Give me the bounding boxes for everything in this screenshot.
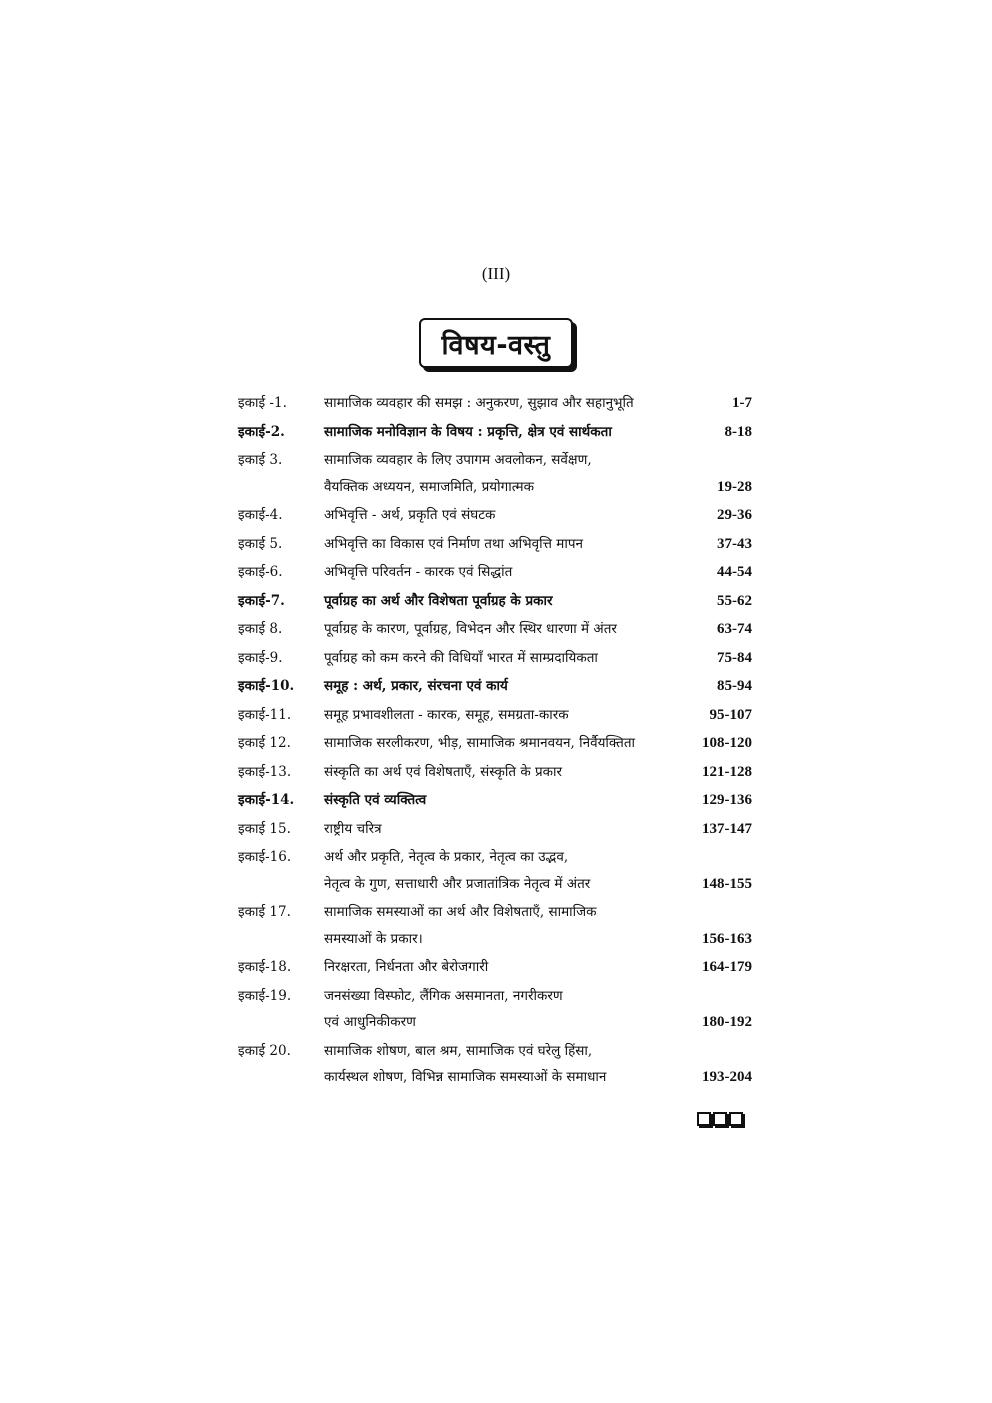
unit-label: इकाई-4. [238, 507, 283, 523]
toc-row [238, 983, 752, 1036]
chapter-title-line: निरक्षरता, निर्धनता और बेरोजगारी [324, 959, 489, 975]
chapter-title [324, 759, 684, 786]
chapter-title-line: एवं आधुनिकीकरण [324, 1014, 416, 1030]
chapter-title-line: अभिवृत्ति का विकास एवं निर्माण तथा अभिवृत्ति मापन [324, 535, 583, 552]
toc-row [238, 390, 752, 417]
chapter-title [324, 702, 684, 729]
page-range: 180-192 [702, 1014, 752, 1030]
page-range: 37-43 [717, 535, 752, 552]
chapter-title-line: समूह : अर्थ, प्रकार, संरचना एवं कार्य [324, 678, 508, 694]
chapter-title-line: समूह प्रभावशीलता - कारक, समूह, समग्रता-कारक [324, 706, 569, 723]
unit-label: इकाई-16. [238, 849, 292, 865]
chapter-title-line: पूर्वाग्रह का अर्थ और विशेषता पूर्वाग्रह के प्रकार [324, 592, 553, 609]
page-range: 148-155 [702, 875, 752, 892]
chapter-title-line: कार्यस्थल शोषण, विभिन्न सामाजिक समस्याओं के समाधान [324, 1069, 607, 1085]
chapter-title-line: अभिवृत्ति परिवर्तन - कारक एवं सिद्धांत [324, 564, 513, 580]
unit-label: इकाई-18. [238, 959, 292, 975]
chapter-title-line: जनसंख्या विस्फोट, लैंगिक असमानता, नगरीकरण [324, 987, 563, 1004]
toc-row [238, 588, 752, 615]
chapter-title-line: नेतृत्व के गुण, सत्ताधारी और प्रजातांत्रिक नेतृत्व में अंतर [324, 875, 591, 892]
toc-row [238, 502, 752, 529]
page-range: 29-36 [717, 507, 752, 523]
chapter-title [324, 390, 684, 417]
unit-label: इकाई-13. [238, 763, 292, 780]
unit-label: इकाई 12. [238, 735, 291, 751]
contents-heading [419, 318, 573, 368]
chapter-title-line: सामाजिक समस्याओं का अर्थ और विशेषताएँ, सामाजिक [324, 904, 597, 920]
chapter-title-line: सामाजिक मनोविज्ञान के विषय : प्रकृत्ति, क्षेत्र एवं सार्थकता [324, 423, 612, 440]
toc-row [238, 419, 752, 446]
chapter-title-line: अभिवृत्ति - अर्थ, प्रकृति एवं संघटक [324, 507, 496, 523]
chapter-title-line: संस्कृति एवं व्यक्तित्व [324, 792, 427, 808]
square-icon [729, 1112, 743, 1126]
unit-label: इकाई-11. [238, 706, 292, 723]
page-range: 137-147 [702, 820, 752, 837]
chapter-title [324, 899, 684, 952]
unit-label: इकाई 3. [238, 452, 283, 468]
unit-label: इकाई 20. [238, 1042, 291, 1059]
chapter-title-line: संस्कृति का अर्थ एवं विशेषताएँ, संस्कृति के प्रकार [324, 763, 563, 780]
unit-label: इकाई 8. [238, 621, 283, 637]
unit-label: इकाई-14. [238, 792, 295, 808]
chapter-title-line: समस्याओं के प्रकार। [324, 930, 423, 947]
toc-row [238, 759, 752, 786]
toc-row [238, 616, 752, 643]
unit-label: इकाई -1. [238, 395, 287, 411]
toc-row [238, 816, 752, 843]
square-icon [697, 1112, 711, 1126]
page-range: 55-62 [717, 592, 752, 609]
chapter-title [324, 954, 684, 981]
page-range: 19-28 [717, 478, 752, 495]
chapter-title-line: सामाजिक व्यवहार के लिए उपागम अवलोकन, सर्वेक्षण, [324, 452, 592, 468]
page-range: 85-94 [717, 678, 752, 694]
toc-row [238, 531, 752, 558]
chapter-title-line: सामाजिक सरलीकरण, भीड़, सामाजिक श्रमानवयन, निर्वैयक्तिता [324, 735, 636, 751]
chapter-title-line: राष्ट्रीय चरित्र [324, 820, 382, 837]
contents-heading-text: विषय-वस्तु [441, 329, 551, 361]
toc-row [238, 1038, 752, 1091]
page-range: 156-163 [702, 930, 752, 947]
unit-label: इकाई-7. [238, 592, 285, 609]
chapter-title [324, 730, 684, 757]
chapter-title [324, 844, 684, 897]
toc-row [238, 730, 752, 757]
page-range: 193-204 [702, 1069, 752, 1085]
chapter-title [324, 419, 684, 446]
chapter-title [324, 447, 684, 500]
chapter-title-line: पूर्वाग्रह को कम करने की विधियाँ भारत में साम्प्रदायिकता [324, 649, 598, 666]
page-range: 129-136 [702, 792, 752, 808]
toc-row [238, 673, 752, 700]
chapter-title [324, 1038, 684, 1091]
page-range: 44-54 [717, 564, 752, 580]
toc-row [238, 844, 752, 897]
square-icon [713, 1112, 727, 1126]
page-range: 108-120 [702, 735, 752, 751]
page-range: 121-128 [702, 763, 752, 780]
unit-label: इकाई 15. [238, 820, 291, 837]
toc-row [238, 787, 752, 814]
chapter-title-line: सामाजिक व्यवहार की समझ : अनुकरण, सुझाव और सहानुभूति [324, 395, 634, 411]
page-range: 164-179 [702, 959, 752, 975]
toc-row [238, 954, 752, 981]
unit-label: इकाई-9. [238, 649, 283, 666]
chapter-title [324, 816, 684, 843]
table-of-contents [238, 390, 752, 1093]
chapter-title-line: पूर्वाग्रह के कारण, पूर्वाग्रह, विभेदन और स्थिर धारणा में अंतर [324, 621, 617, 637]
unit-label: इकाई 17. [238, 904, 291, 920]
page-range: 95-107 [709, 706, 752, 723]
chapter-title-line: अर्थ और प्रकृति, नेतृत्व के प्रकार, नेतृत्व का उद्भव, [324, 849, 569, 865]
chapter-title [324, 673, 684, 700]
unit-label: इकाई-10. [238, 678, 295, 694]
unit-label: इकाई-19. [238, 987, 292, 1004]
page-range: 75-84 [717, 649, 752, 666]
unit-label: इकाई-6. [238, 564, 283, 580]
chapter-title [324, 531, 684, 558]
unit-label: इकाई 5. [238, 535, 283, 552]
chapter-title [324, 645, 684, 672]
chapter-title [324, 787, 684, 814]
page-range: 63-74 [717, 621, 752, 637]
unit-label: इकाई-2. [238, 423, 285, 440]
page-range: 8-18 [724, 423, 752, 440]
chapter-title [324, 983, 684, 1036]
toc-row [238, 447, 752, 500]
three-squares-icon [697, 1112, 743, 1126]
toc-row [238, 559, 752, 586]
chapter-title-line: सामाजिक शोषण, बाल श्रम, सामाजिक एवं घरेलु हिंसा, [324, 1042, 593, 1059]
chapter-title [324, 502, 684, 529]
chapter-title [324, 559, 684, 586]
toc-row [238, 645, 752, 672]
chapter-title [324, 588, 684, 615]
chapter-title [324, 616, 684, 643]
toc-row [238, 702, 752, 729]
toc-row [238, 899, 752, 952]
page-range: 1-7 [732, 395, 752, 411]
chapter-title-line: वैयक्तिक अध्ययन, समाजमिति, प्रयोगात्मक [324, 478, 534, 495]
page-number: (III) [481, 264, 511, 283]
